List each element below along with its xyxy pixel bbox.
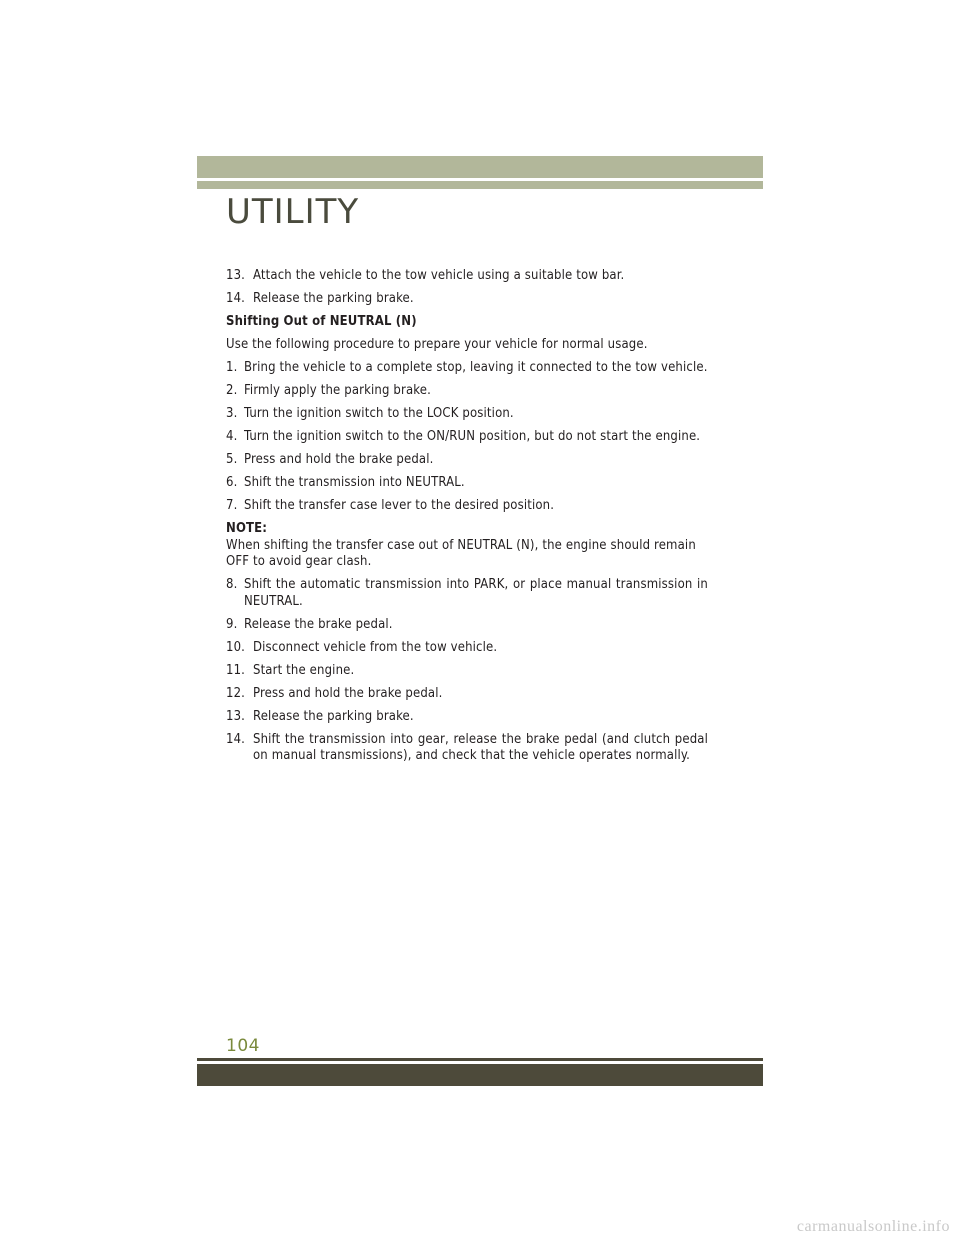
section-title: UTILITY	[226, 192, 360, 232]
list-item	[226, 452, 708, 469]
step-number: 8.	[226, 577, 238, 592]
list-item	[226, 663, 708, 680]
list-item	[226, 360, 708, 377]
step-number: 6.	[226, 475, 238, 490]
step-number: 5.	[226, 452, 238, 467]
step-number: 13.	[226, 708, 246, 724]
note-label: NOTE:	[226, 521, 268, 536]
step-text: Disconnect vehicle from the tow vehicle.	[253, 639, 498, 655]
watermark: carmanualsonline.info	[796, 1218, 950, 1235]
subheading: Shifting Out of NEUTRAL (N)	[226, 314, 417, 329]
page-number: 104	[226, 1036, 260, 1056]
step-text: Turn the ignition switch to the ON/RUN position, but do not start the engine.	[244, 429, 701, 444]
step-text: Release the parking brake.	[253, 708, 414, 724]
step-number: 12.	[226, 685, 246, 701]
step-text: Firmly apply the parking brake.	[244, 383, 431, 398]
list-item	[226, 709, 708, 726]
list-item	[226, 406, 708, 423]
page-content	[226, 268, 708, 771]
note-text: When shifting the transfer case out of NEUTRAL (N), the engine should remain OFF to avoid gear clash.	[226, 537, 696, 569]
list-item	[226, 640, 708, 657]
step-text: Release the parking brake.	[253, 291, 414, 306]
step-text: Start the engine.	[253, 662, 355, 678]
step-text: Press and hold the brake pedal.	[253, 685, 443, 701]
step-number: 1.	[226, 360, 238, 375]
step-number: 9.	[226, 616, 238, 632]
list-item	[226, 577, 708, 610]
step-text: Attach the vehicle to the tow vehicle using a suitable tow bar.	[253, 268, 625, 283]
step-text: Press and hold the brake pedal.	[244, 452, 434, 467]
footer-band	[197, 1064, 763, 1086]
header-band	[197, 156, 763, 178]
step-text: Shift the transmission into gear, release the brake pedal (and clutch pedal on manual transmissions), and check that the vehicle operates normally.	[253, 731, 708, 763]
list-item	[226, 429, 708, 446]
step-number: 2.	[226, 383, 238, 398]
step-number: 11.	[226, 662, 246, 678]
list-item	[226, 617, 708, 634]
list-item	[226, 686, 708, 703]
list-item	[226, 498, 708, 515]
header-rule	[197, 181, 763, 189]
footer-rule	[197, 1058, 763, 1061]
step-text: Bring the vehicle to a complete stop, leaving it connected to the tow vehicle.	[244, 360, 708, 375]
step-number: 7.	[226, 498, 238, 513]
step-text: Turn the ignition switch to the LOCK position.	[244, 406, 514, 421]
step-text: Shift the transmission into NEUTRAL.	[244, 475, 465, 490]
list-item	[226, 383, 708, 400]
step-number: 14.	[226, 291, 246, 306]
list-item	[226, 475, 708, 492]
step-number: 14.	[226, 731, 246, 747]
intro-paragraph: Use the following procedure to prepare your vehicle for normal usage.	[226, 337, 648, 352]
step-number: 10.	[226, 639, 246, 655]
step-text: Shift the automatic transmission into PARK, or place manual transmission in NEUTRAL.	[244, 577, 708, 609]
list-item	[226, 732, 708, 765]
step-number: 13.	[226, 268, 246, 283]
step-number: 4.	[226, 429, 238, 444]
step-number: 3.	[226, 406, 238, 421]
step-text: Shift the transfer case lever to the desired position.	[244, 498, 555, 513]
list-item	[226, 268, 708, 285]
step-text: Release the brake pedal.	[244, 616, 393, 632]
list-item	[226, 291, 708, 308]
